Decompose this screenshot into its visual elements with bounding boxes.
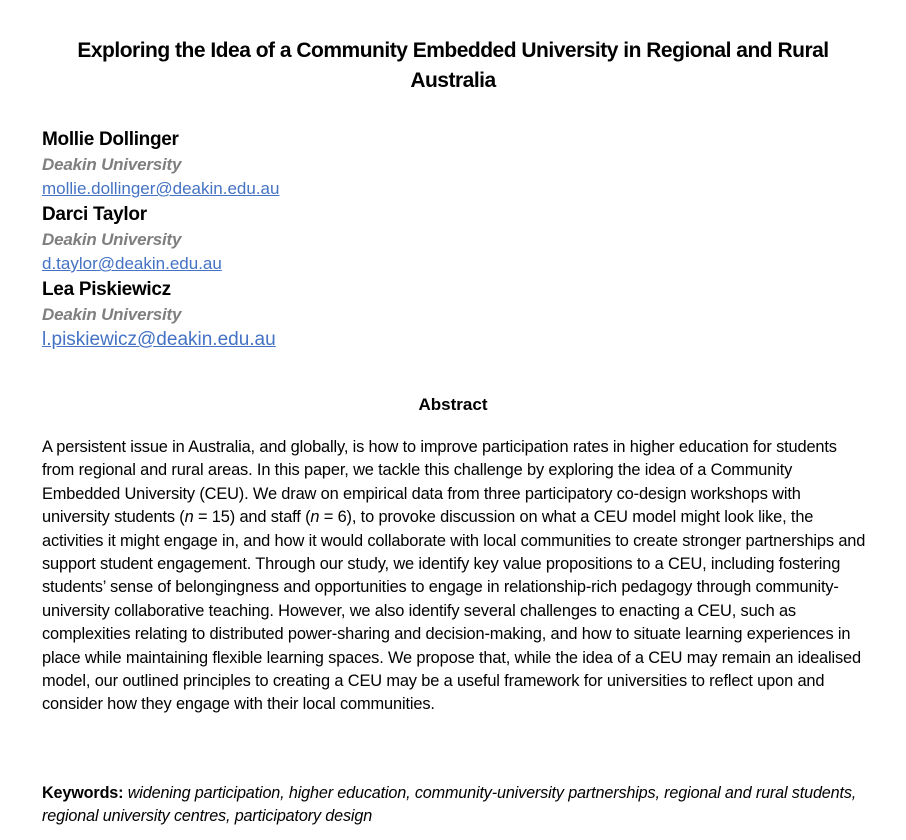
abstract-text-segment: = 6), to provoke discussion on what a CEU model might look like, the activities it might engage in, and how it would collaborate with local communities to create stronger partnerships and support student engagement. Through our study, we identify key value propositions to a CEU, including fostering students’ sense of belongingness and opportunities to engage in relationship-rich pedagogy through community-university collaborative teaching. However, we also identify several challenges to enacting a CEU, such as complexities relating to distributed power-sharing and decision-making, and how to situate learning experiences in place while maintaining flexible learning spaces. We propose that, while the idea of a CEU may remain an idealised model, our outlined principles to creating a CEU may be a useful framework for universities to reflect upon and consider how they engage with their local communities. [42,508,866,714]
author-name: Mollie Dollinger [42,129,179,150]
keywords [42,782,862,829]
abstract-text-segment: A persistent issue in Australia, and globally, is how to improve participation rates in higher education for students from regional and rural areas. In this paper, we tackle this challenge by exploring the idea of a Community Embedded University (CEU). We draw on empirical data from three participatory co-design workshops with university students ( [42,438,837,527]
author-list [42,127,862,354]
abstract-text-segment: = 15) and staff ( [193,508,311,527]
keywords-label: Keywords: [42,784,124,802]
keywords-list: widening participation, higher education, community-university partnerships, regional and rural students, regional university centres, participatory design [42,784,857,826]
author-block [42,127,862,202]
author-block [42,277,862,354]
author-affiliation: Deakin University [42,155,182,174]
abstract-text [42,436,868,717]
author-email-link[interactable]: d.taylor@deakin.edu.au [42,254,222,273]
author-email-link[interactable]: l.piskiewicz@deakin.edu.au [42,329,276,350]
author-affiliation: Deakin University [42,305,182,324]
author-block [42,202,862,277]
abstract-heading: Abstract [418,395,488,414]
author-name: Darci Taylor [42,204,147,225]
author-email-link[interactable]: mollie.dollinger@deakin.edu.au [42,179,280,198]
sample-size-symbol: n [310,508,320,527]
author-affiliation: Deakin University [42,230,182,249]
paper-title: Exploring the Idea of a Community Embedded University in Regional and Rural Australia [77,39,829,92]
author-name: Lea Piskiewicz [42,279,171,300]
sample-size-symbol: n [184,508,194,527]
